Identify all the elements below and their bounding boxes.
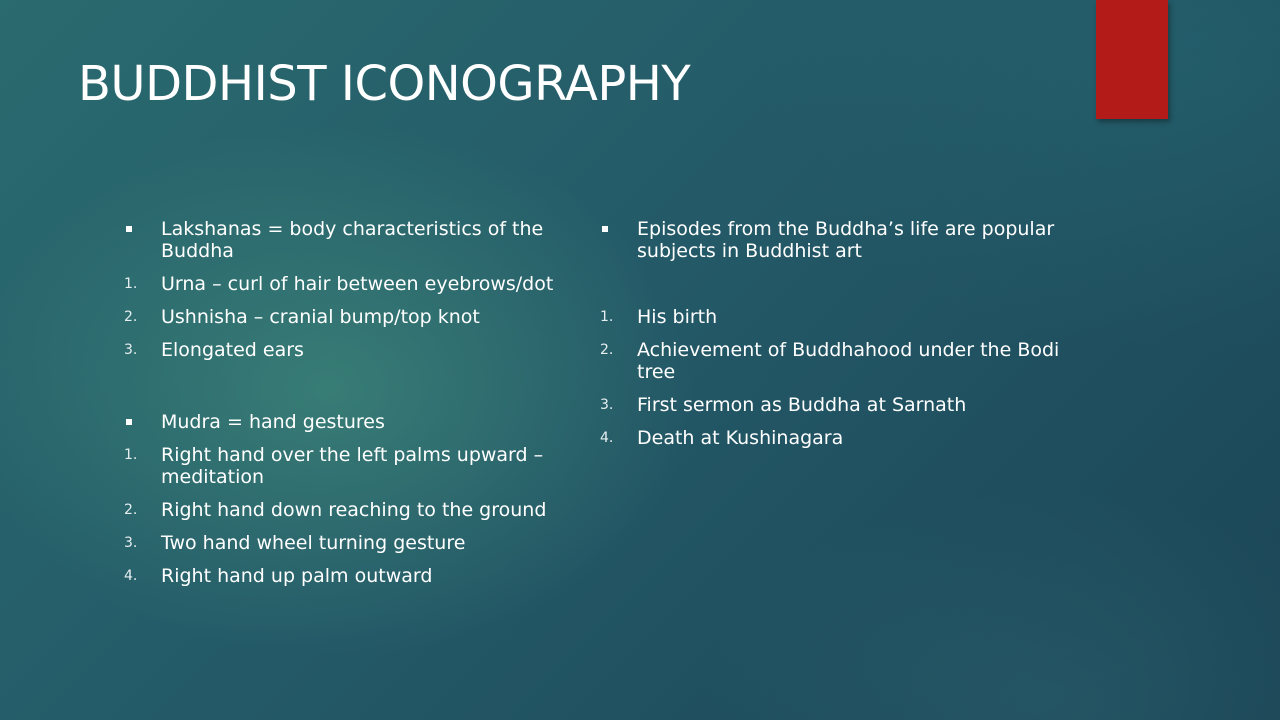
square-bullet-icon (602, 226, 608, 232)
list-item (600, 394, 1060, 416)
bullet-text: Episodes from the Buddha’s life are popular subjects in Buddhist art (637, 218, 1055, 262)
list-item (124, 499, 574, 521)
list-item-text: His birth (637, 306, 718, 328)
bullet-text: Lakshanas = body characteristics of the Buddha (161, 218, 544, 262)
list-item-text: Urna – curl of hair between eyebrows/dot (161, 273, 554, 295)
right-column (600, 218, 1060, 449)
list-item-text: Right hand down reaching to the ground (161, 499, 547, 521)
bullet-episodes (600, 218, 1060, 262)
list-number: 1. (124, 447, 138, 463)
list-item-text: Ushnisha – cranial bump/top knot (161, 306, 480, 328)
list-item (600, 339, 1060, 383)
list-item-text: Right hand over the left palms upward – meditation (161, 444, 544, 488)
list-number: 2. (124, 502, 138, 518)
list-item (600, 427, 1060, 449)
list-number: 2. (124, 309, 138, 325)
list-item-text: Elongated ears (161, 339, 304, 361)
list-item (124, 306, 574, 328)
bullet-lakshanas (124, 218, 574, 262)
slide-title: BUDDHIST ICONOGRAPHY (78, 56, 691, 112)
list-item-text: Death at Kushinagara (637, 427, 844, 449)
red-accent-bar (1096, 0, 1168, 119)
square-bullet-icon (126, 226, 132, 232)
left-column (124, 218, 574, 587)
list-number: 3. (124, 535, 138, 551)
list-item (124, 339, 574, 361)
bullet-text: Mudra = hand gestures (161, 411, 385, 433)
list-number: 4. (600, 430, 614, 446)
list-item (600, 306, 1060, 328)
list-item (124, 532, 574, 554)
list-number: 4. (124, 568, 138, 584)
list-number: 1. (600, 309, 614, 325)
list-item-text: Right hand up palm outward (161, 565, 433, 587)
list-item-text: First sermon as Buddha at Sarnath (637, 394, 967, 416)
list-item-text: Two hand wheel turning gesture (161, 532, 466, 554)
list-item-text: Achievement of Buddhahood under the Bodi tree (637, 339, 1060, 383)
list-number: 1. (124, 276, 138, 292)
list-item (124, 565, 574, 587)
list-number: 2. (600, 342, 614, 358)
list-number: 3. (600, 397, 614, 413)
list-number: 3. (124, 342, 138, 358)
square-bullet-icon (126, 419, 132, 425)
bullet-mudra (124, 411, 574, 433)
list-item (124, 444, 574, 488)
list-item (124, 273, 574, 295)
